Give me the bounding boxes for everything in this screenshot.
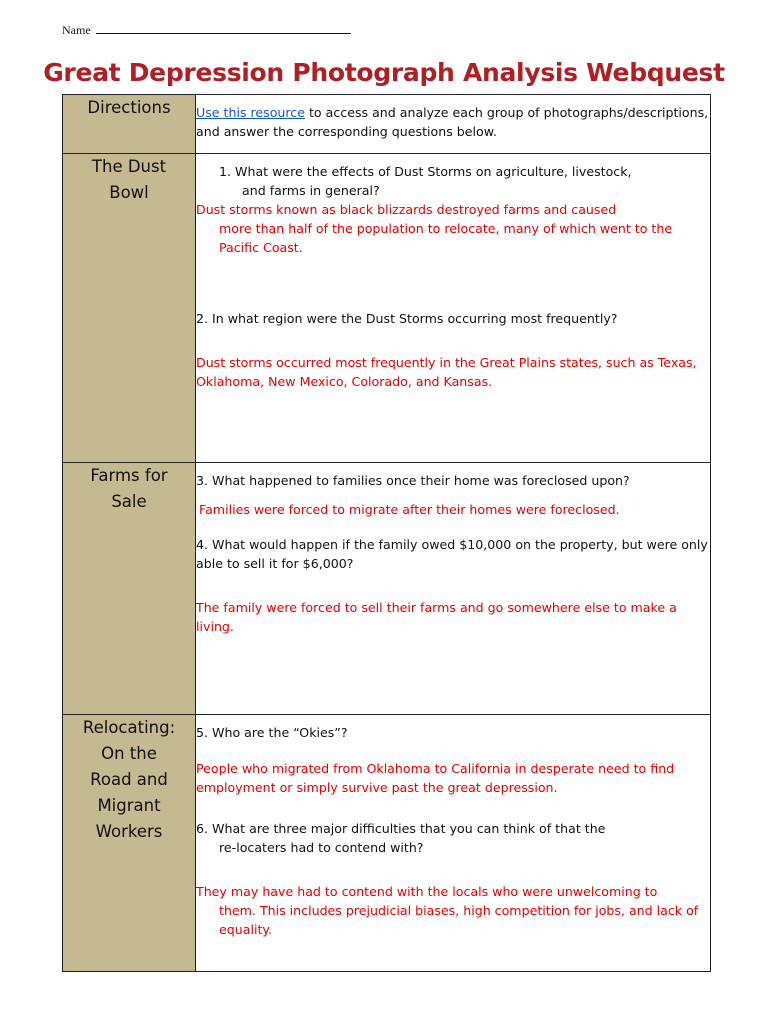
relocating-content [196,715,711,972]
question-1-line-1: 1. What were the effects of Dust Storms on agriculture, livestock, [219,164,632,179]
answer-2[interactable]: Dust storms occurred most frequently in the Great Plains states, such as Texas, Oklahoma, New Mexico, Colorado, and Kansas. [196,355,697,389]
directions-text-cell [196,95,711,154]
section-label-relocating [63,715,196,972]
answer-6-rest: them. This includes prejudicial biases, high competition for jobs, and lack of equality. [219,903,699,937]
label-line: Road and [90,770,168,789]
question-6 [196,819,710,857]
section-label-farms-for-sale [63,463,196,715]
question-6-line-2: re-locaters had to contend with? [219,840,424,855]
label-line: Bowl [109,183,149,202]
resource-link[interactable]: Use this resource [196,105,305,120]
name-underline[interactable] [96,22,351,34]
label-line: The Dust [91,157,167,176]
question-6-line-1: 6. What are three major difficulties that you can think of that the [196,821,606,836]
answer-1-rest: more than half of the population to relocate, many of which went to the Pacific Coast. [219,221,673,255]
question-2: 2. In what region were the Dust Storms occurring most frequently? [196,311,618,326]
answer-4[interactable]: The family were forced to sell their farms and go somewhere else to make a living. [196,600,677,634]
question-1-line-2: and farms in general? [242,183,380,198]
label-line: Sale [111,492,147,511]
answer-6[interactable] [196,882,710,939]
name-label: Name [62,23,91,37]
table-row-relocating [63,715,711,972]
section-label-dust-bowl [63,154,196,463]
question-3: 3. What happened to families once their home was foreclosed upon? [196,473,630,488]
label-line: Farms for [90,466,168,485]
directions-label: Directions [63,95,196,154]
answer-1[interactable] [196,200,710,257]
answer-6-line-1: They may have had to contend with the locals who were unwelcoming to [196,884,658,899]
dust-bowl-content [196,154,711,463]
table-row-dust-bowl [63,154,711,463]
answer-1-line-1: Dust storms known as black blizzards destroyed farms and caused [196,202,617,217]
table-row-directions [63,95,711,154]
answer-5[interactable]: People who migrated from Oklahoma to California in desperate need to find employment or simply survive past the great depression. [196,761,675,795]
farms-for-sale-content [196,463,711,715]
label-line: Relocating: [82,718,176,737]
label-line: Migrant [97,796,161,815]
question-1 [196,162,710,200]
label-line: On the [101,744,157,763]
label-line: Workers [95,822,163,841]
directions-text: to access and analyze each group of photographs/descriptions, and answer the corresponding questions below. [196,105,709,139]
webquest-table [62,94,711,972]
name-field [62,22,351,38]
question-4: 4. What would happen if the family owed $10,000 on the property, but were only able to sell it for $6,000? [196,537,708,571]
answer-3[interactable]: Families were forced to migrate after their homes were foreclosed. [199,502,620,517]
question-5: 5. Who are the “Okies”? [196,725,348,740]
table-row-farms-for-sale [63,463,711,715]
page-title: Great Depression Photograph Analysis Webquest [43,58,725,87]
